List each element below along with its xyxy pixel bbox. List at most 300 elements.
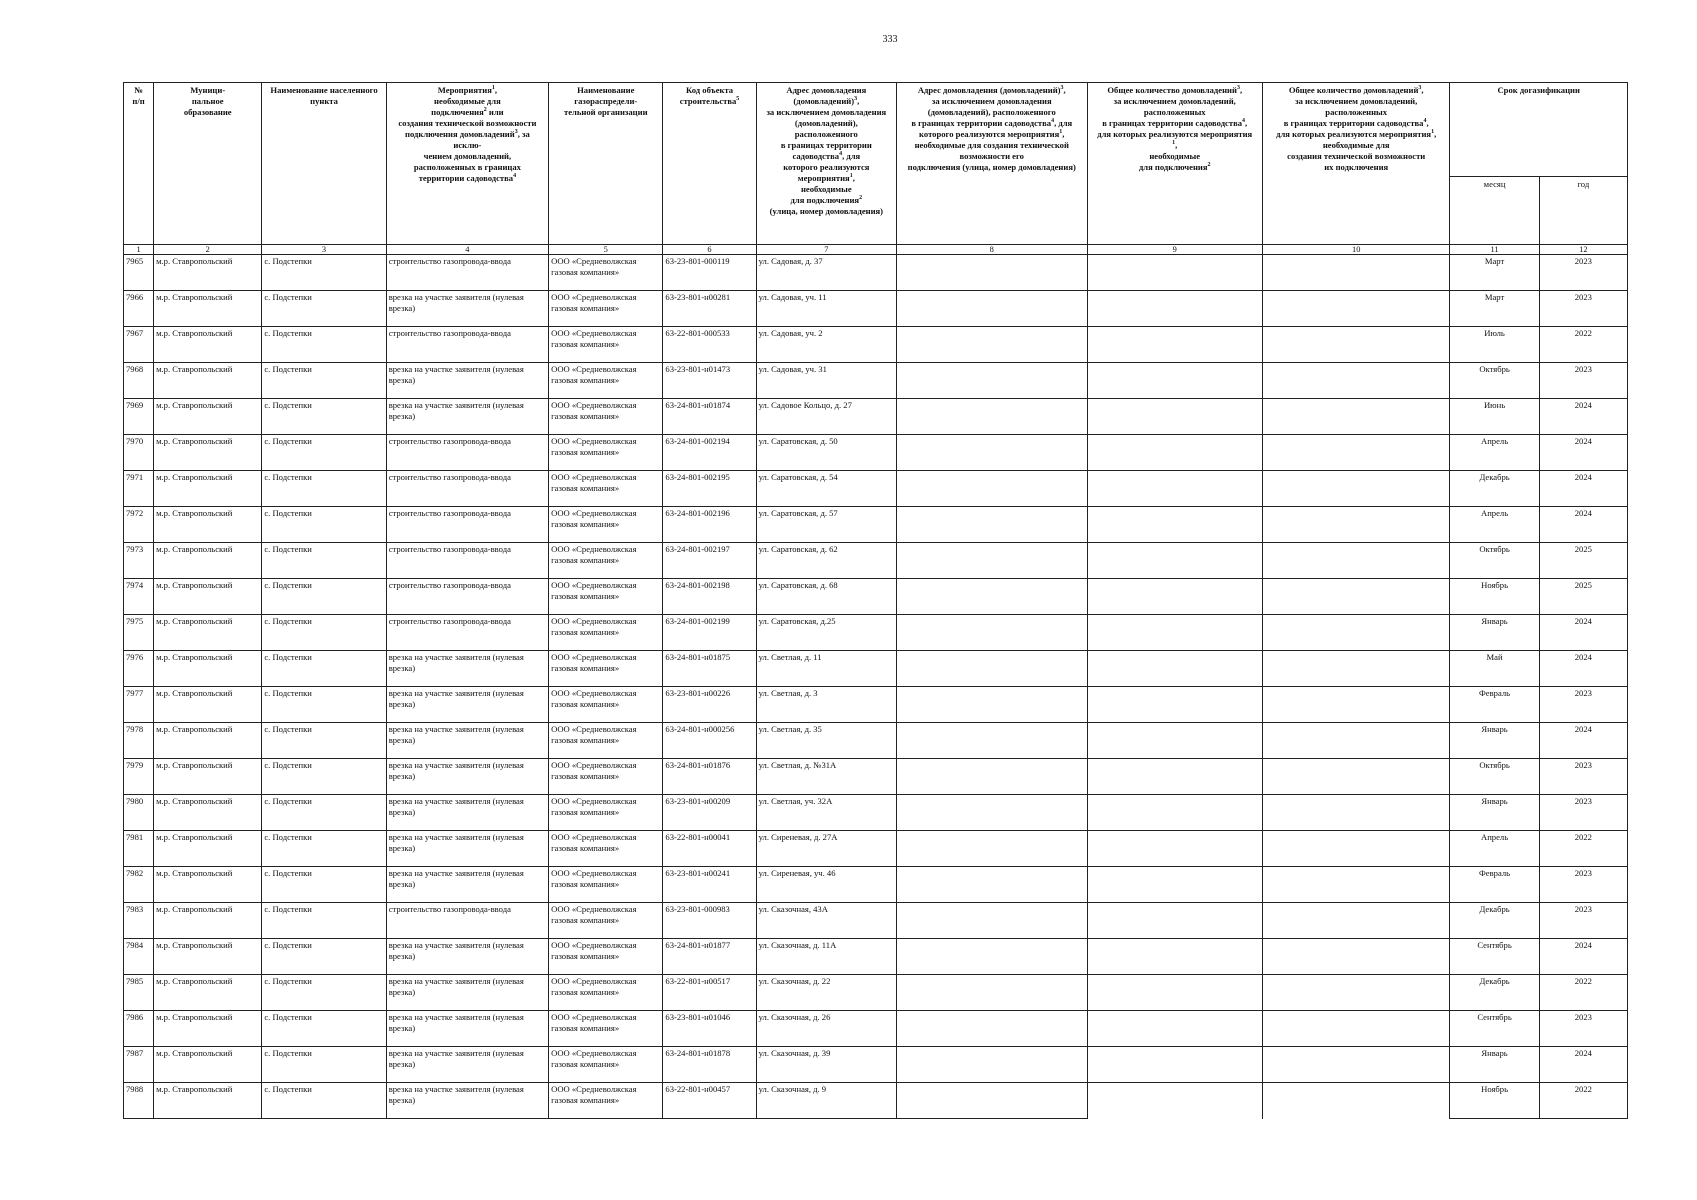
count-technical-cell — [1262, 1047, 1449, 1083]
municipality-cell: м.р. Ставропольский — [154, 1083, 262, 1119]
address-cell: ул. Светлая, д. 35 — [756, 723, 896, 759]
column-numbers-row — [124, 245, 1628, 255]
table-row — [124, 975, 1628, 1011]
table-row — [124, 795, 1628, 831]
object-code-cell: 63-23-801-н00281 — [663, 291, 756, 327]
count-technical-cell — [1262, 579, 1449, 615]
technical-address-cell — [897, 1011, 1088, 1047]
organization-cell: ООО «Средневолжская газовая компания» — [549, 759, 663, 795]
count-connection-cell — [1087, 903, 1262, 939]
measure-cell: строительство газопровода-ввода — [386, 903, 548, 939]
count-technical-cell — [1262, 507, 1449, 543]
column-number: 7 — [756, 245, 896, 255]
technical-address-cell — [897, 723, 1088, 759]
year-cell: 2024 — [1539, 507, 1627, 543]
municipality-cell: м.р. Ставропольский — [154, 795, 262, 831]
object-code-cell: 63-22-801-н00457 — [663, 1083, 756, 1119]
technical-address-cell — [897, 327, 1088, 363]
technical-address-cell — [897, 543, 1088, 579]
column-number: 10 — [1262, 245, 1449, 255]
technical-address-cell — [897, 615, 1088, 651]
header-gas-organization: Наименование газораспредели- тельной организации — [549, 83, 663, 245]
settlement-cell: с. Подстепки — [262, 867, 386, 903]
year-cell: 2022 — [1539, 975, 1627, 1011]
settlement-cell: с. Подстепки — [262, 1011, 386, 1047]
month-cell: Декабрь — [1450, 471, 1539, 507]
object-code-cell: 63-23-801-н00226 — [663, 687, 756, 723]
year-cell: 2025 — [1539, 579, 1627, 615]
address-cell: ул. Садовое Кольцо, д. 27 — [756, 399, 896, 435]
address-cell: ул. Светлая, д. №31А — [756, 759, 896, 795]
count-technical-cell — [1262, 723, 1449, 759]
address-cell: ул. Сиреневая, уч. 46 — [756, 867, 896, 903]
page-number: 333 — [882, 34, 898, 45]
settlement-cell: с. Подстепки — [262, 723, 386, 759]
table-row — [124, 867, 1628, 903]
address-cell: ул. Сказочная, д. 39 — [756, 1047, 896, 1083]
month-cell: Январь — [1450, 615, 1539, 651]
table-row — [124, 399, 1628, 435]
municipality-cell: м.р. Ставропольский — [154, 579, 262, 615]
object-code-cell: 63-24-801-002196 — [663, 507, 756, 543]
count-technical-cell — [1262, 831, 1449, 867]
year-cell: 2024 — [1539, 615, 1627, 651]
table-row — [124, 327, 1628, 363]
object-code-cell: 63-24-801-002195 — [663, 471, 756, 507]
count-technical-cell — [1262, 903, 1449, 939]
settlement-cell: с. Подстепки — [262, 471, 386, 507]
row-number: 7968 — [124, 363, 154, 399]
organization-cell: ООО «Средневолжская газовая компания» — [549, 1047, 663, 1083]
count-connection-cell — [1087, 363, 1262, 399]
row-number: 7967 — [124, 327, 154, 363]
count-technical-cell — [1262, 255, 1449, 291]
count-connection-cell — [1087, 507, 1262, 543]
municipality-cell: м.р. Ставропольский — [154, 1047, 262, 1083]
technical-address-cell — [897, 975, 1088, 1011]
settlement-cell: с. Подстепки — [262, 507, 386, 543]
header-gasification-term: Срок догазификации — [1450, 83, 1628, 177]
organization-cell: ООО «Средневолжская газовая компания» — [549, 399, 663, 435]
measure-cell: врезка на участке заявителя (нулевая врезка) — [386, 759, 548, 795]
object-code-cell: 63-24-801-002198 — [663, 579, 756, 615]
count-technical-cell — [1262, 759, 1449, 795]
settlement-cell: с. Подстепки — [262, 327, 386, 363]
count-connection-cell — [1087, 255, 1262, 291]
table-row — [124, 1011, 1628, 1047]
header-row-number: № п/п — [124, 83, 154, 245]
technical-address-cell — [897, 579, 1088, 615]
row-number: 7965 — [124, 255, 154, 291]
count-connection-cell — [1087, 327, 1262, 363]
organization-cell: ООО «Средневолжская газовая компания» — [549, 975, 663, 1011]
count-connection-cell — [1087, 1083, 1262, 1119]
count-connection-cell — [1087, 975, 1262, 1011]
measure-cell: врезка на участке заявителя (нулевая врезка) — [386, 1011, 548, 1047]
month-cell: Ноябрь — [1450, 1083, 1539, 1119]
technical-address-cell — [897, 1083, 1088, 1119]
measure-cell: врезка на участке заявителя (нулевая врезка) — [386, 363, 548, 399]
municipality-cell: м.р. Ставропольский — [154, 903, 262, 939]
column-number: 12 — [1539, 245, 1627, 255]
technical-address-cell — [897, 867, 1088, 903]
month-cell: Октябрь — [1450, 759, 1539, 795]
row-number: 7980 — [124, 795, 154, 831]
count-technical-cell — [1262, 471, 1449, 507]
municipality-cell: м.р. Ставропольский — [154, 543, 262, 579]
row-number: 7983 — [124, 903, 154, 939]
object-code-cell: 63-24-801-002199 — [663, 615, 756, 651]
count-connection-cell — [1087, 687, 1262, 723]
year-cell: 2022 — [1539, 831, 1627, 867]
municipality-cell: м.р. Ставропольский — [154, 867, 262, 903]
month-cell: Январь — [1450, 1047, 1539, 1083]
count-technical-cell — [1262, 435, 1449, 471]
column-number: 6 — [663, 245, 756, 255]
row-number: 7972 — [124, 507, 154, 543]
row-number: 7978 — [124, 723, 154, 759]
count-technical-cell — [1262, 399, 1449, 435]
technical-address-cell — [897, 687, 1088, 723]
organization-cell: ООО «Средневолжская газовая компания» — [549, 579, 663, 615]
municipality-cell: м.р. Ставропольский — [154, 435, 262, 471]
row-number: 7982 — [124, 867, 154, 903]
header-object-code: Код объекта строительства$^5$ — [663, 83, 756, 245]
header-address-connection: Адрес домовладения (домовладений)$^3$, за исключением домовладения (домовладений), расположенного в границах территории садоводства$^4$, для которого реализуются мероприятия$^1$, необходимые для подключения$^2$ (улица, номер домовладения) — [756, 83, 896, 245]
row-number: 7970 — [124, 435, 154, 471]
object-code-cell: 63-23-801-н01473 — [663, 363, 756, 399]
municipality-cell: м.р. Ставропольский — [154, 651, 262, 687]
count-technical-cell — [1262, 651, 1449, 687]
organization-cell: ООО «Средневолжская газовая компания» — [549, 903, 663, 939]
technical-address-cell — [897, 291, 1088, 327]
year-cell: 2023 — [1539, 759, 1627, 795]
count-connection-cell — [1087, 759, 1262, 795]
row-number: 7981 — [124, 831, 154, 867]
row-number: 7971 — [124, 471, 154, 507]
settlement-cell: с. Подстепки — [262, 687, 386, 723]
organization-cell: ООО «Средневолжская газовая компания» — [549, 651, 663, 687]
year-cell: 2025 — [1539, 543, 1627, 579]
technical-address-cell — [897, 1047, 1088, 1083]
year-cell: 2024 — [1539, 399, 1627, 435]
object-code-cell: 63-23-801-000983 — [663, 903, 756, 939]
table-row — [124, 651, 1628, 687]
object-code-cell: 63-23-801-н00241 — [663, 867, 756, 903]
count-connection-cell — [1087, 831, 1262, 867]
measure-cell: строительство газопровода-ввода — [386, 471, 548, 507]
count-connection-cell — [1087, 1047, 1262, 1083]
organization-cell: ООО «Средневолжская газовая компания» — [549, 1011, 663, 1047]
measure-cell: строительство газопровода-ввода — [386, 507, 548, 543]
row-number: 7974 — [124, 579, 154, 615]
organization-cell: ООО «Средневолжская газовая компания» — [549, 795, 663, 831]
address-cell: ул. Светлая, уч. 32А — [756, 795, 896, 831]
count-technical-cell — [1262, 1083, 1449, 1119]
organization-cell: ООО «Средневолжская газовая компания» — [549, 471, 663, 507]
object-code-cell: 63-24-801-н01876 — [663, 759, 756, 795]
row-number: 7979 — [124, 759, 154, 795]
address-cell: ул. Сказочная, д. 11А — [756, 939, 896, 975]
municipality-cell: м.р. Ставропольский — [154, 255, 262, 291]
count-technical-cell — [1262, 939, 1449, 975]
measure-cell: врезка на участке заявителя (нулевая врезка) — [386, 687, 548, 723]
count-connection-cell — [1087, 543, 1262, 579]
column-number: 3 — [262, 245, 386, 255]
row-number: 7975 — [124, 615, 154, 651]
settlement-cell: с. Подстепки — [262, 399, 386, 435]
organization-cell: ООО «Средневолжская газовая компания» — [549, 435, 663, 471]
month-cell: Апрель — [1450, 507, 1539, 543]
organization-cell: ООО «Средневолжская газовая компания» — [549, 1083, 663, 1119]
row-number: 7977 — [124, 687, 154, 723]
count-technical-cell — [1262, 687, 1449, 723]
year-cell: 2024 — [1539, 435, 1627, 471]
organization-cell: ООО «Средневолжская газовая компания» — [549, 831, 663, 867]
municipality-cell: м.р. Ставропольский — [154, 399, 262, 435]
municipality-cell: м.р. Ставропольский — [154, 327, 262, 363]
month-cell: Ноябрь — [1450, 579, 1539, 615]
table-row — [124, 831, 1628, 867]
count-connection-cell — [1087, 795, 1262, 831]
organization-cell: ООО «Средневолжская газовая компания» — [549, 939, 663, 975]
month-cell: Февраль — [1450, 687, 1539, 723]
year-cell: 2023 — [1539, 687, 1627, 723]
measure-cell: врезка на участке заявителя (нулевая врезка) — [386, 723, 548, 759]
count-technical-cell — [1262, 975, 1449, 1011]
table-body — [124, 255, 1628, 1119]
technical-address-cell — [897, 939, 1088, 975]
object-code-cell: 63-24-801-002197 — [663, 543, 756, 579]
municipality-cell: м.р. Ставропольский — [154, 471, 262, 507]
count-connection-cell — [1087, 867, 1262, 903]
measure-cell: врезка на участке заявителя (нулевая врезка) — [386, 651, 548, 687]
measure-cell: строительство газопровода-ввода — [386, 543, 548, 579]
year-cell: 2022 — [1539, 1083, 1627, 1119]
year-cell: 2024 — [1539, 723, 1627, 759]
municipality-cell: м.р. Ставропольский — [154, 831, 262, 867]
row-number: 7988 — [124, 1083, 154, 1119]
measure-cell: врезка на участке заявителя (нулевая врезка) — [386, 399, 548, 435]
municipality-cell: м.р. Ставропольский — [154, 759, 262, 795]
address-cell: ул. Сказочная, д. 26 — [756, 1011, 896, 1047]
municipality-cell: м.р. Ставропольский — [154, 1011, 262, 1047]
count-technical-cell — [1262, 291, 1449, 327]
settlement-cell: с. Подстепки — [262, 795, 386, 831]
header-year: год — [1539, 177, 1627, 245]
settlement-cell: с. Подстепки — [262, 651, 386, 687]
column-number: 2 — [154, 245, 262, 255]
object-code-cell: 63-24-801-н000256 — [663, 723, 756, 759]
row-number: 7976 — [124, 651, 154, 687]
settlement-cell: с. Подстепки — [262, 831, 386, 867]
measure-cell: врезка на участке заявителя (нулевая врезка) — [386, 867, 548, 903]
measure-cell: строительство газопровода-ввода — [386, 435, 548, 471]
row-number: 7966 — [124, 291, 154, 327]
organization-cell: ООО «Средневолжская газовая компания» — [549, 507, 663, 543]
municipality-cell: м.р. Ставропольский — [154, 687, 262, 723]
measure-cell: врезка на участке заявителя (нулевая врезка) — [386, 1083, 548, 1119]
year-cell: 2023 — [1539, 255, 1627, 291]
object-code-cell: 63-23-801-000119 — [663, 255, 756, 291]
gasification-table — [123, 82, 1628, 1119]
address-cell: ул. Садовая, д. 37 — [756, 255, 896, 291]
year-cell: 2024 — [1539, 1047, 1627, 1083]
header-month: месяц — [1450, 177, 1539, 245]
table-row — [124, 363, 1628, 399]
address-cell: ул. Садовая, уч. 31 — [756, 363, 896, 399]
table-row — [124, 255, 1628, 291]
settlement-cell: с. Подстепки — [262, 543, 386, 579]
measure-cell: врезка на участке заявителя (нулевая врезка) — [386, 795, 548, 831]
address-cell: ул. Саратовская, д. 62 — [756, 543, 896, 579]
technical-address-cell — [897, 255, 1088, 291]
technical-address-cell — [897, 471, 1088, 507]
year-cell: 2023 — [1539, 291, 1627, 327]
row-number: 7987 — [124, 1047, 154, 1083]
table-row — [124, 759, 1628, 795]
count-technical-cell — [1262, 615, 1449, 651]
month-cell: Октябрь — [1450, 543, 1539, 579]
month-cell: Март — [1450, 291, 1539, 327]
settlement-cell: с. Подстепки — [262, 579, 386, 615]
month-cell: Февраль — [1450, 867, 1539, 903]
organization-cell: ООО «Средневолжская газовая компания» — [549, 255, 663, 291]
organization-cell: ООО «Средневолжская газовая компания» — [549, 723, 663, 759]
count-technical-cell — [1262, 795, 1449, 831]
count-connection-cell — [1087, 615, 1262, 651]
settlement-cell: с. Подстепки — [262, 435, 386, 471]
municipality-cell: м.р. Ставропольский — [154, 939, 262, 975]
table-row — [124, 615, 1628, 651]
count-connection-cell — [1087, 471, 1262, 507]
month-cell: Октябрь — [1450, 363, 1539, 399]
column-number: 11 — [1450, 245, 1539, 255]
technical-address-cell — [897, 435, 1088, 471]
technical-address-cell — [897, 399, 1088, 435]
address-cell: ул. Сказочная, д. 9 — [756, 1083, 896, 1119]
count-technical-cell — [1262, 327, 1449, 363]
address-cell: ул. Садовая, уч. 2 — [756, 327, 896, 363]
measure-cell: строительство газопровода-ввода — [386, 579, 548, 615]
technical-address-cell — [897, 831, 1088, 867]
address-cell: ул. Садовая, уч. 11 — [756, 291, 896, 327]
month-cell: Апрель — [1450, 831, 1539, 867]
month-cell: Сентябрь — [1450, 939, 1539, 975]
address-cell: ул. Саратовская, д.25 — [756, 615, 896, 651]
address-cell: ул. Светлая, д. 11 — [756, 651, 896, 687]
object-code-cell: 63-23-801-н01046 — [663, 1011, 756, 1047]
month-cell: Март — [1450, 255, 1539, 291]
column-number: 5 — [549, 245, 663, 255]
organization-cell: ООО «Средневолжская газовая компания» — [549, 867, 663, 903]
table-row — [124, 1083, 1628, 1119]
settlement-cell: с. Подстепки — [262, 255, 386, 291]
address-cell: ул. Сказочная, д. 22 — [756, 975, 896, 1011]
municipality-cell: м.р. Ставропольский — [154, 975, 262, 1011]
object-code-cell: 63-22-801-н00517 — [663, 975, 756, 1011]
settlement-cell: с. Подстепки — [262, 939, 386, 975]
object-code-cell: 63-24-801-н01875 — [663, 651, 756, 687]
organization-cell: ООО «Средневолжская газовая компания» — [549, 363, 663, 399]
count-connection-cell — [1087, 1011, 1262, 1047]
settlement-cell: с. Подстепки — [262, 291, 386, 327]
address-cell: ул. Саратовская, д. 68 — [756, 579, 896, 615]
row-number: 7984 — [124, 939, 154, 975]
month-cell: Сентябрь — [1450, 1011, 1539, 1047]
measure-cell: строительство газопровода-ввода — [386, 615, 548, 651]
month-cell: Июнь — [1450, 399, 1539, 435]
table-row — [124, 1047, 1628, 1083]
address-cell: ул. Саратовская, д. 57 — [756, 507, 896, 543]
header-address-technical: Адрес домовладения (домовладений)$^3$, за исключением домовладения (домовладений), расположенного в границах территории садоводства$^4$, для которого реализуются мероприятия$^1$, необходимые для создания технической возможности его подключения (улица, номер домовладения) — [897, 83, 1088, 245]
settlement-cell: с. Подстепки — [262, 975, 386, 1011]
object-code-cell: 63-24-801-н01874 — [663, 399, 756, 435]
row-number: 7985 — [124, 975, 154, 1011]
table-row — [124, 903, 1628, 939]
technical-address-cell — [897, 651, 1088, 687]
settlement-cell: с. Подстепки — [262, 615, 386, 651]
row-number: 7969 — [124, 399, 154, 435]
row-number: 7973 — [124, 543, 154, 579]
technical-address-cell — [897, 903, 1088, 939]
table-row — [124, 543, 1628, 579]
month-cell: Январь — [1450, 795, 1539, 831]
measure-cell: строительство газопровода-ввода — [386, 327, 548, 363]
table-row — [124, 687, 1628, 723]
year-cell: 2022 — [1539, 327, 1627, 363]
address-cell: ул. Саратовская, д. 54 — [756, 471, 896, 507]
count-connection-cell — [1087, 939, 1262, 975]
month-cell: Январь — [1450, 723, 1539, 759]
municipality-cell: м.р. Ставропольский — [154, 363, 262, 399]
technical-address-cell — [897, 759, 1088, 795]
column-number: 4 — [386, 245, 548, 255]
municipality-cell: м.р. Ставропольский — [154, 615, 262, 651]
organization-cell: ООО «Средневолжская газовая компания» — [549, 327, 663, 363]
table-row — [124, 723, 1628, 759]
year-cell: 2023 — [1539, 903, 1627, 939]
table-row — [124, 507, 1628, 543]
table-row — [124, 579, 1628, 615]
measure-cell: врезка на участке заявителя (нулевая врезка) — [386, 975, 548, 1011]
month-cell: Апрель — [1450, 435, 1539, 471]
address-cell: ул. Сиреневая, д. 27А — [756, 831, 896, 867]
organization-cell: ООО «Средневолжская газовая компания» — [549, 615, 663, 651]
count-technical-cell — [1262, 363, 1449, 399]
municipality-cell: м.р. Ставропольский — [154, 723, 262, 759]
count-connection-cell — [1087, 291, 1262, 327]
row-number: 7986 — [124, 1011, 154, 1047]
object-code-cell: 63-22-801-н00041 — [663, 831, 756, 867]
measure-cell: строительство газопровода-ввода — [386, 255, 548, 291]
column-number: 1 — [124, 245, 154, 255]
address-cell: ул. Светлая, д. 3 — [756, 687, 896, 723]
month-cell: Июль — [1450, 327, 1539, 363]
object-code-cell: 63-24-801-н01878 — [663, 1047, 756, 1083]
header-count-technical: Общее количество домовладений$^3$, за исключением домовладений, расположенных в границах территории садоводства$^4$, для которых реализуются мероприятия$^1$, необходимые для создания технической возможности их подключения — [1262, 83, 1449, 245]
municipality-cell: м.р. Ставропольский — [154, 291, 262, 327]
technical-address-cell — [897, 507, 1088, 543]
year-cell: 2023 — [1539, 795, 1627, 831]
address-cell: ул. Сказочная, 43А — [756, 903, 896, 939]
header-settlement: Наименование населенного пункта — [262, 83, 386, 245]
header-count-connection: Общее количество домовладений$^3$, за исключением домовладений, расположенных в границах территории садоводства$^4$, для которых реализуются мероприятия $^1$, необходимые для подключения$^2$ — [1087, 83, 1262, 245]
column-number: 9 — [1087, 245, 1262, 255]
settlement-cell: с. Подстепки — [262, 363, 386, 399]
count-technical-cell — [1262, 543, 1449, 579]
header-measures: Мероприятия$^1$, необходимые для подключения$^2$ или создания технической возможности подключения домовладений$^3$, за исклю- чением домовладений, расположенных в границах территории садоводства$^4$ — [386, 83, 548, 245]
